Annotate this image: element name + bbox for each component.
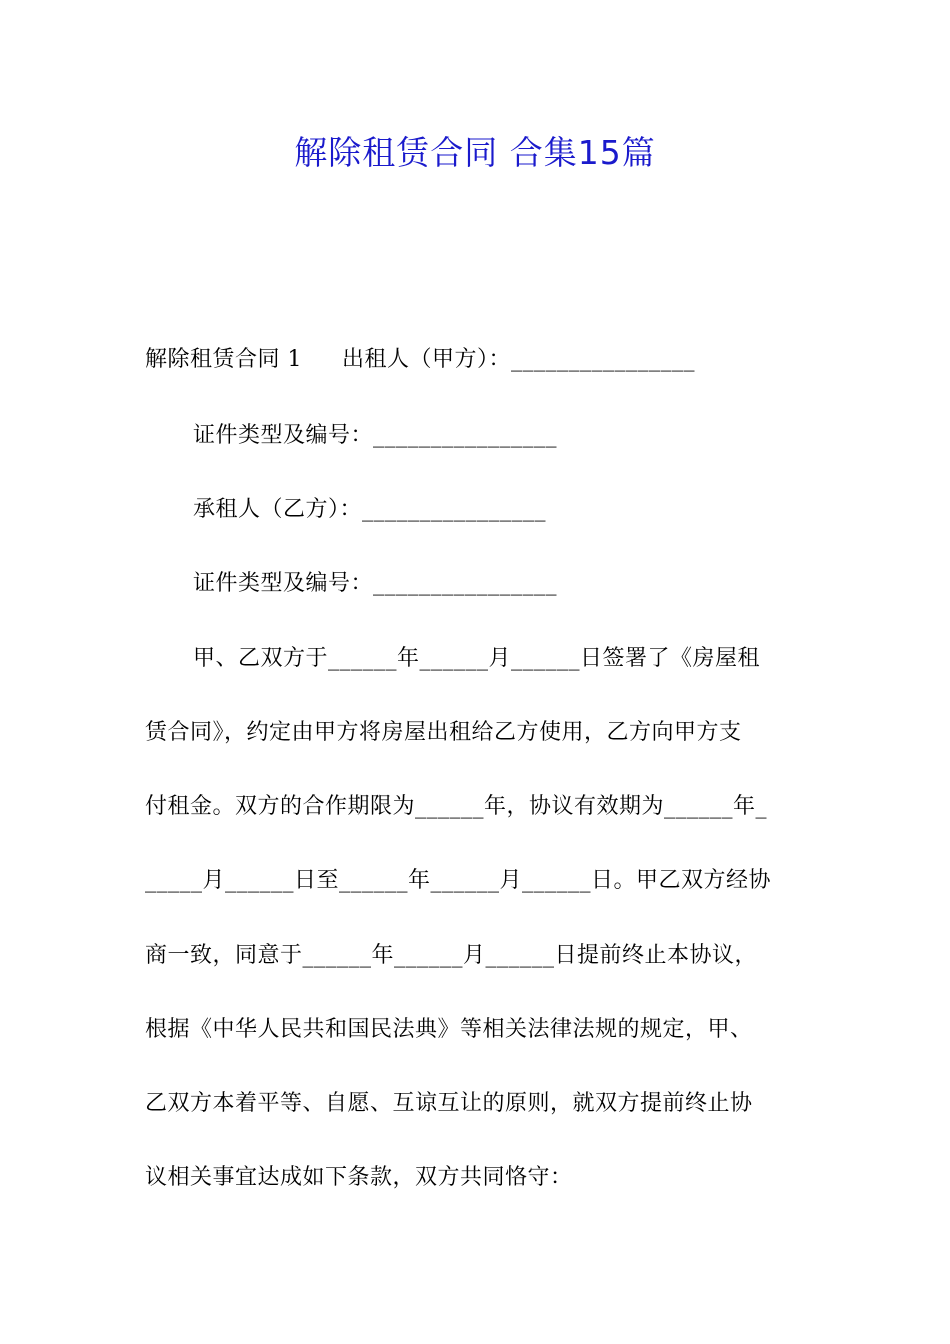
body-line-4: _____月______日至______年______月______日。甲乙双方经协 (145, 868, 772, 893)
lessor-id-field: 证件类型及编号：________________ (193, 423, 558, 448)
body-line-8: 议相关事宜达成如下条款，双方共同恪守： (145, 1165, 573, 1190)
body-line-5: 商一致，同意于______年______月______日提前终止本协议， (145, 943, 758, 968)
lessor-field: 出租人（甲方）：________________ (342, 347, 696, 372)
body-line-6: 根据《中华人民共和国民法典》等相关法律法规的规定，甲、 (145, 1017, 753, 1042)
body-line-7: 乙双方本着平等、自愿、互谅互让的原则，就双方提前终止协 (145, 1091, 753, 1116)
lessee-id-field: 证件类型及编号：________________ (193, 571, 558, 596)
contract-heading-line (145, 342, 815, 378)
body-line-1: 甲、乙双方于______年______月______日签署了《房屋租 (193, 646, 761, 671)
document-title: 解除租赁合同 合集15篇 (294, 133, 656, 172)
body-line-3: 付租金。双方的合作期限为______年，协议有效期为______年_ (145, 794, 768, 819)
contract-heading-label: 解除租赁合同 1 (145, 347, 302, 372)
body-line-2: 赁合同》，约定由甲方将房屋出租给乙方使用，乙方向甲方支 (145, 720, 742, 745)
lessee-field: 承租人（乙方）：________________ (193, 497, 547, 522)
